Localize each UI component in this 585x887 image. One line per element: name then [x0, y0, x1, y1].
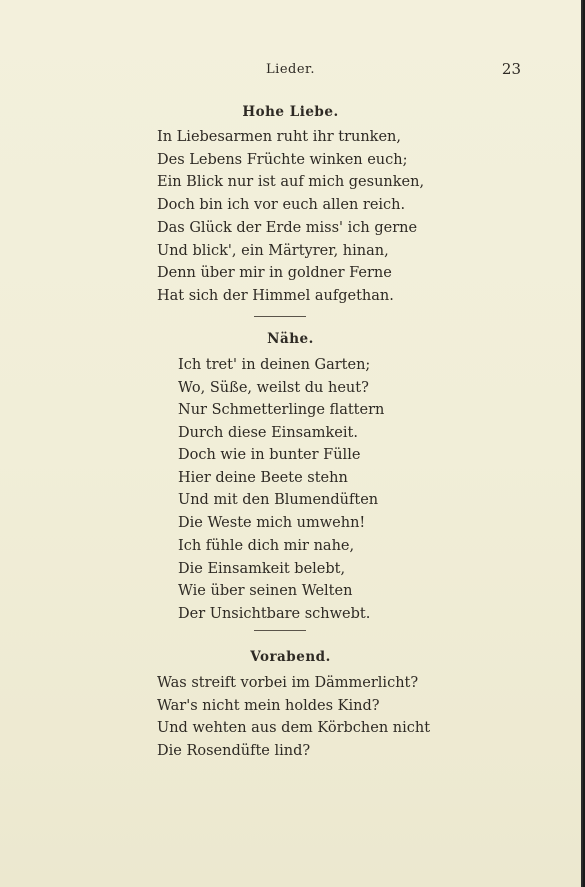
verse-line: Denn über mir in goldner Ferne — [157, 265, 392, 282]
verse-line: Und blick', ein Märtyrer, hinan, — [157, 242, 389, 259]
stanza — [157, 672, 430, 762]
page-number: 23 — [501, 60, 521, 78]
poem-title: Nähe. — [267, 331, 314, 347]
stanza — [157, 126, 424, 216]
running-title: Lieder. — [266, 62, 315, 77]
verse-line: Die Einsamkeit belebt, — [178, 560, 346, 577]
verse-line: Die Weste mich umwehn! — [178, 514, 366, 531]
stanza — [178, 354, 384, 444]
poem-title: Vorabend. — [250, 649, 331, 665]
verse-line: Was streift vorbei im Dämmerlicht? — [157, 675, 419, 691]
verse-line: Ich tret' in deinen Garten; — [178, 357, 371, 373]
verse-line: Hat sich der Himmel aufgethan. — [157, 287, 394, 304]
poem-title: Hohe Liebe. — [242, 104, 339, 120]
verse-line: Das Glück der Erde miss' ich gerne — [157, 220, 418, 236]
verse-line: Wie über seinen Welten — [178, 583, 353, 600]
verse-line: Des Lebens Früchte winken euch; — [157, 151, 408, 168]
verse-line: In Liebesarmen ruht ihr trunken, — [157, 129, 401, 145]
section-divider — [254, 316, 306, 317]
stanza — [178, 444, 378, 534]
verse-line: Die Rosendüfte lind? — [157, 742, 311, 759]
verse-line: Doch bin ich vor euch allen reich. — [157, 196, 406, 213]
verse-line: Ich fühle dich mir nahe, — [178, 538, 355, 554]
verse-line: Der Unsichtbare schwebt. — [178, 605, 371, 622]
verse-line: Doch wie in bunter Fülle — [178, 447, 361, 463]
verse-line: Durch diese Einsamkeit. — [178, 424, 358, 441]
section-divider — [254, 630, 306, 631]
verse-line: Und wehten aus dem Körbchen nicht — [157, 720, 431, 737]
verse-line: Hier deine Beete stehn — [178, 469, 348, 486]
verse-line: Und mit den Blumendüften — [178, 492, 379, 509]
verse-line: Nur Schmetterlinge flattern — [178, 402, 385, 419]
stanza — [157, 217, 417, 307]
stanza — [178, 535, 370, 625]
verse-line: War's nicht mein holdes Kind? — [157, 697, 380, 714]
verse-line: Wo, Süße, weilst du heut? — [178, 379, 369, 396]
verse-line: Ein Blick nur ist auf mich gesunken, — [157, 174, 425, 191]
